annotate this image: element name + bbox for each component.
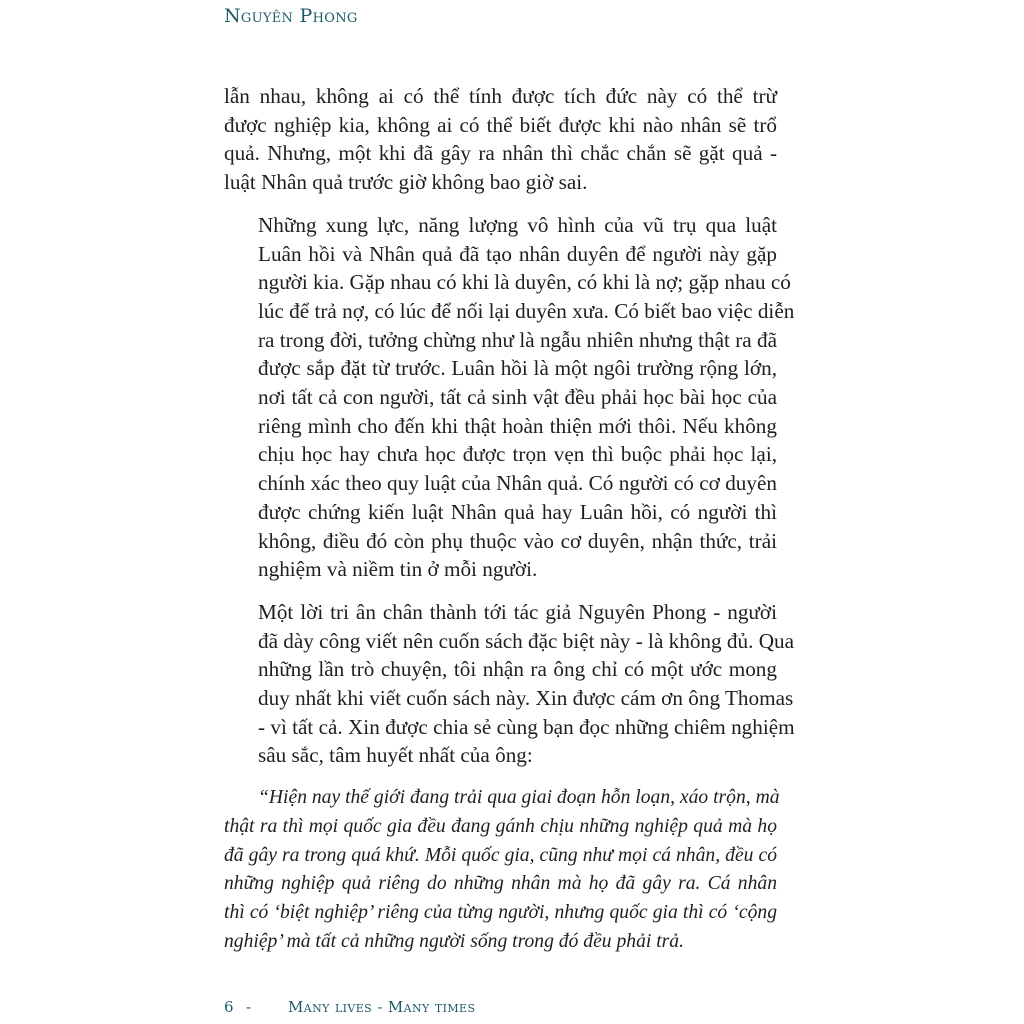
text-line: thật ra thì mọi quốc gia đều đang gánh chịu những nghiệp quả mà họ <box>224 815 777 837</box>
text-line: người kia. Gặp nhau có khi là duyên, có khi là nợ; gặp nhau có <box>258 270 791 295</box>
text-line: sâu sắc, tâm huyết nhất của ông: <box>258 743 533 768</box>
text-line: luật Nhân quả trước giờ không bao giờ sai. <box>224 170 588 195</box>
text-line: duy nhất khi viết cuốn sách này. Xin được cám ơn ông Thomas <box>258 686 794 711</box>
text-line: lẫn nhau, không ai có thể tính được tích đức này có thể trừ <box>224 84 777 108</box>
page-number: 6 <box>224 998 234 1016</box>
text-line: ra trong đời, tưởng chừng như là ngẫu nhiên nhưng thật ra đã <box>258 327 777 352</box>
text-line: chính xác theo quy luật của Nhân quả. Có người có cơ duyên <box>258 471 777 496</box>
text-line: đã gây ra trong quá khứ. Mỗi quốc gia, cũng như mọi cá nhân, đều có <box>224 844 777 866</box>
text-line: Một lời tri ân chân thành tới tác giả Nguyên Phong - người <box>258 599 777 624</box>
text-line: chịu học hay chưa học được trọn vẹn thì buộc phải học lại, <box>258 442 777 467</box>
text-line: “Hiện nay thế giới đang trải qua giai đoạn hỗn loạn, xáo trộn, mà <box>258 787 780 809</box>
paragraph-1 <box>224 82 777 197</box>
page-footer <box>224 998 475 1016</box>
paragraph-2 <box>224 211 795 584</box>
text-line: Những xung lực, năng lượng vô hình của vũ trụ qua luật <box>258 212 777 237</box>
paragraph-3 <box>224 598 795 770</box>
footer-separator: - <box>246 998 252 1016</box>
text-line: riêng mình cho đến khi thật hoàn thiện mới thôi. Nếu không <box>258 413 777 438</box>
text-line: được nghiệp kia, không ai có thể biết được khi nào nhân sẽ trổ <box>224 112 777 137</box>
text-line: đã dày công viết nên cuốn sách đặc biệt này - là không đủ. Qua <box>258 628 794 653</box>
book-title: Many lives - Many times <box>288 998 476 1016</box>
text-line: lúc để trả nợ, có lúc để nối lại duyên xưa. Có biết bao việc diễn <box>258 298 795 323</box>
quote-paragraph <box>224 784 780 956</box>
running-head-author: Nguyên Phong <box>224 5 358 27</box>
text-line: nghiệm và niềm tin ở mỗi người. <box>258 557 538 582</box>
text-line: những nghiệp quả riêng do những nhân mà họ đã gây ra. Cá nhân <box>224 873 777 895</box>
text-line: được chứng kiến luật Nhân quả hay Luân hồi, có người thì <box>258 499 777 524</box>
text-line: không, điều đó còn phụ thuộc vào cơ duyên, nhận thức, trải <box>258 528 777 553</box>
text-line: nghiệp’ mà tất cả những người sống trong đó đều phải trả. <box>224 930 684 952</box>
text-line: những lần trò chuyện, tôi nhận ra ông chỉ có một ước mong <box>258 657 777 682</box>
text-line: nơi tất cả con người, tất cả sinh vật đều phải học bài học của <box>258 385 777 410</box>
text-line: Luân hồi và Nhân quả đã tạo nhân duyên để người này gặp <box>258 241 777 266</box>
text-line: - vì tất cả. Xin được chia sẻ cùng bạn đọc những chiêm nghiệm <box>258 714 795 739</box>
text-line: quả. Nhưng, một khi đã gây ra nhân thì chắc chắn sẽ gặt quả - <box>224 141 777 166</box>
text-line: thì có ‘biệt nghiệp’ riêng của từng người, nhưng quốc gia thì có ‘cộng <box>224 901 777 923</box>
text-line: được sắp đặt từ trước. Luân hồi là một ngôi trường rộng lớn, <box>258 356 777 381</box>
page-body <box>224 82 795 970</box>
